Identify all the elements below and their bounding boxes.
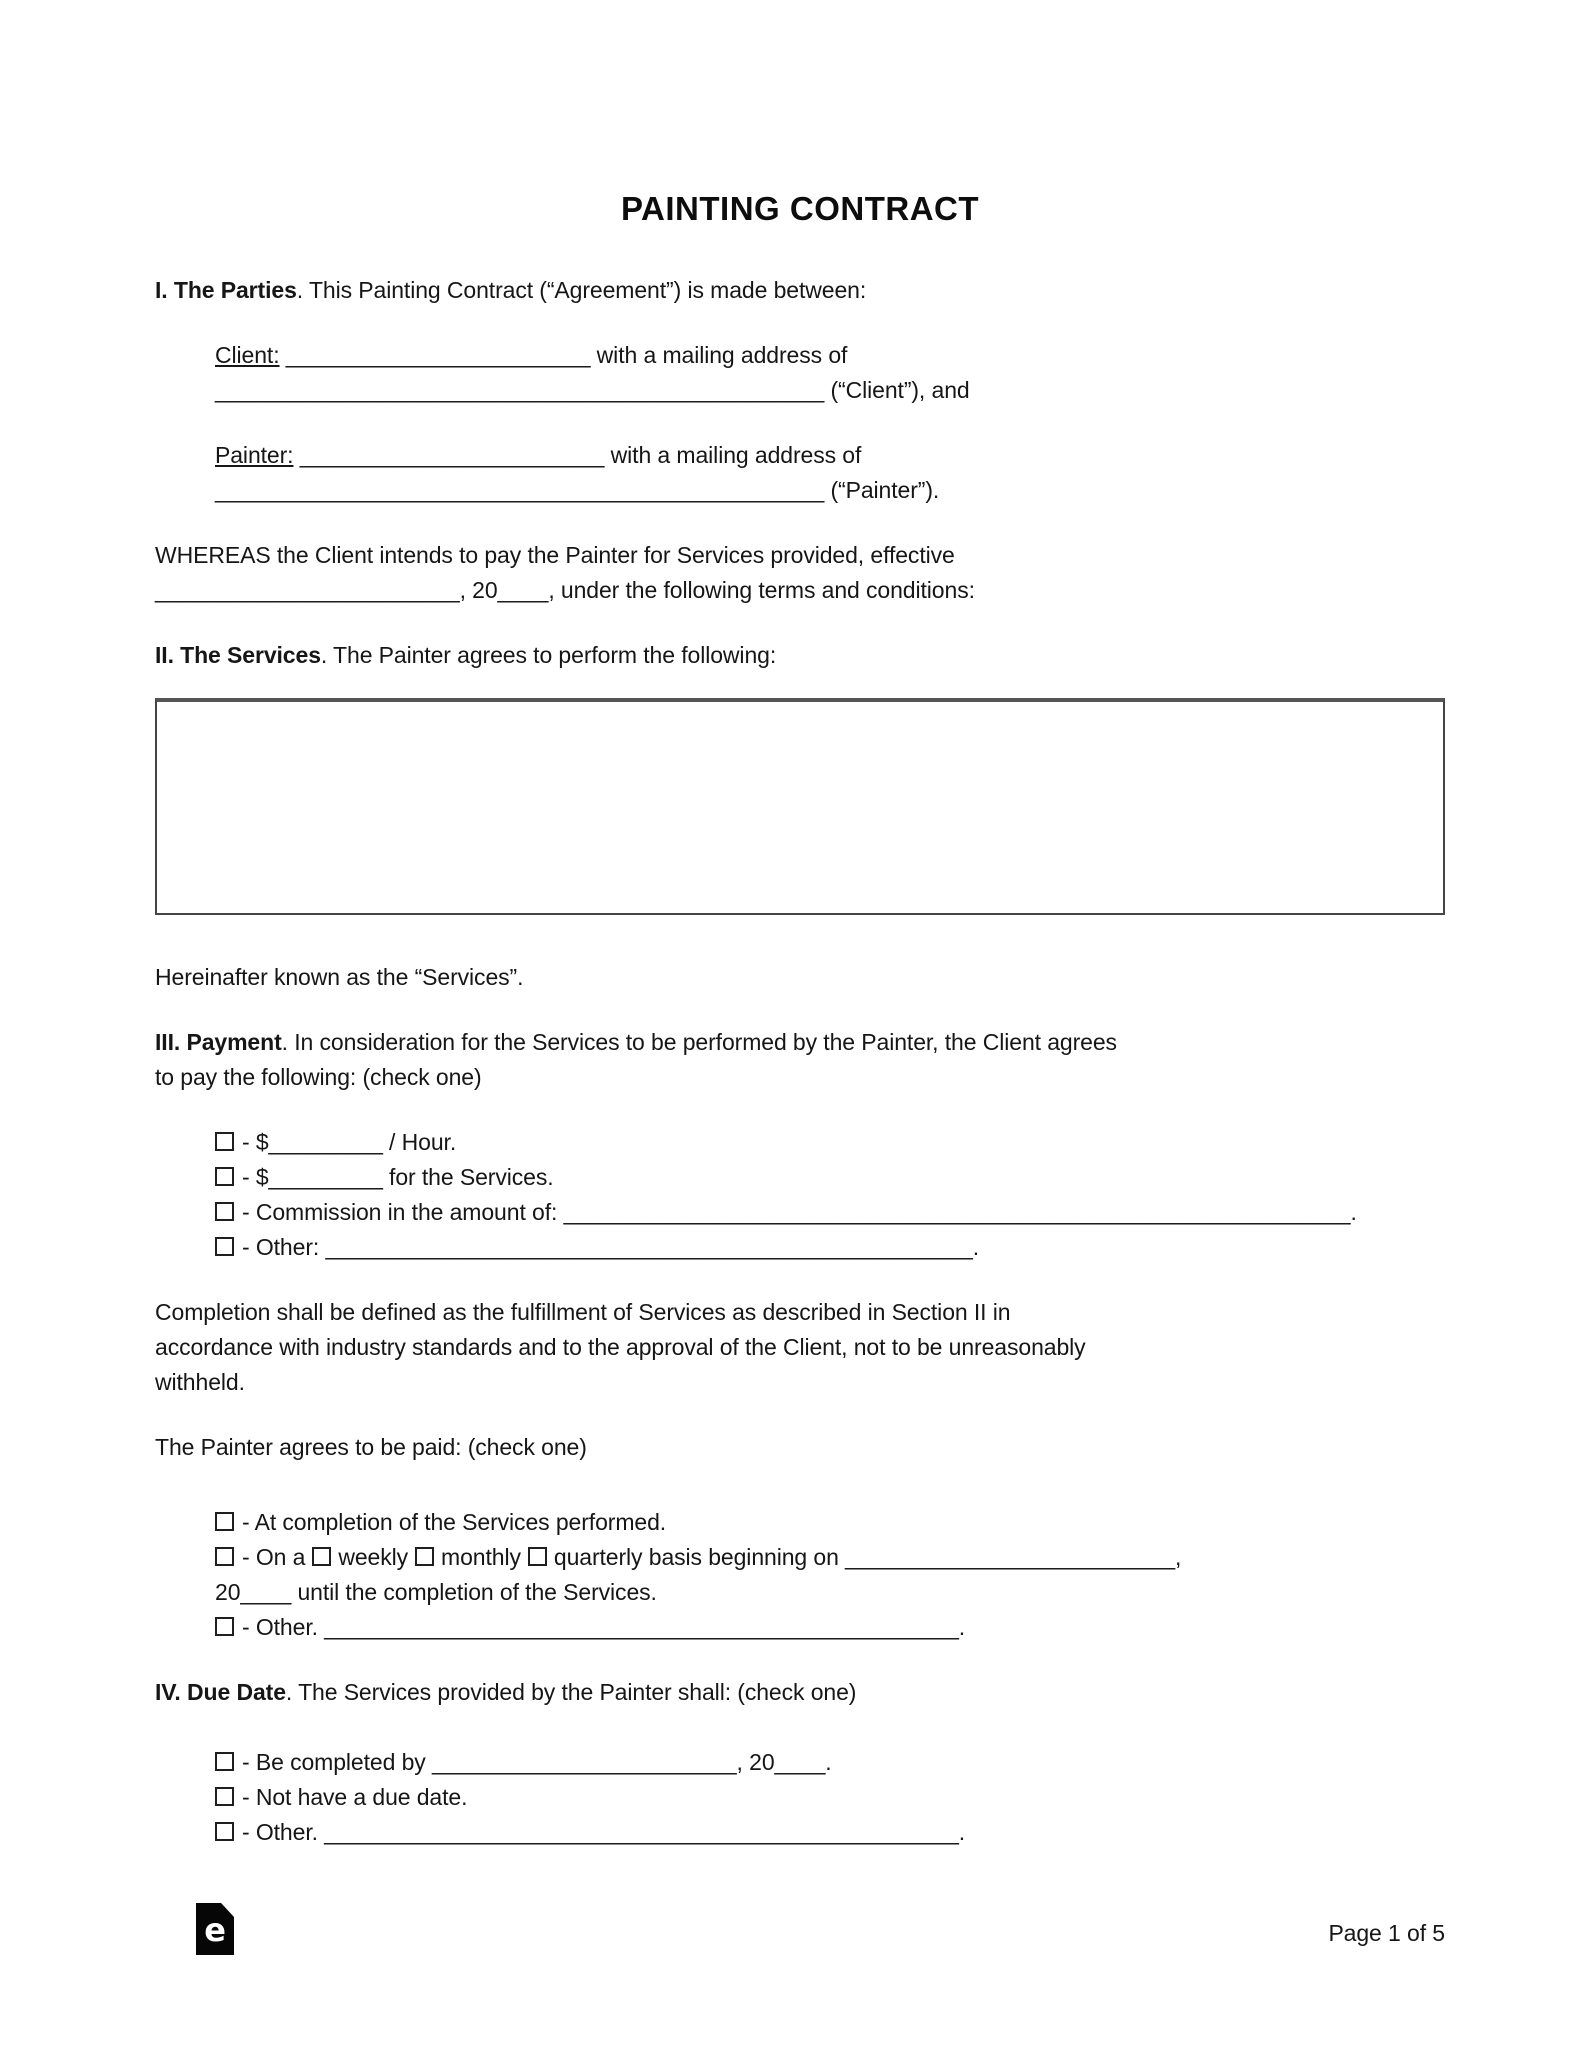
services-description-box[interactable] [155, 698, 1445, 915]
due-option-completed-by-text: - Be completed by ________________________, 20____. [242, 1749, 832, 1775]
paid-option-other-text: - Other. __________________________________________________. [242, 1614, 966, 1640]
due-option-no-due-date-text: - Not have a due date. [242, 1784, 468, 1810]
eforms-logo-letter: e [204, 1911, 226, 1949]
checkbox-weekly[interactable] [312, 1547, 331, 1566]
payment-option-commission [215, 1195, 1445, 1230]
painter-name-blank-line[interactable]: ________________________ with a mailing address of [293, 442, 862, 468]
eforms-logo[interactable] [196, 1903, 234, 1955]
due-date-section-heading: IV. Due Date [155, 1679, 286, 1705]
payment-options-list [215, 1125, 1445, 1265]
parties-section-heading: I. The Parties [155, 277, 297, 303]
whereas-text-line1: WHEREAS the Client intends to pay the Painter for Services provided, effective [155, 542, 955, 568]
checkbox-at-completion[interactable] [215, 1512, 234, 1531]
effective-date-blank-line[interactable]: ________________________, 20____, under the following terms and conditions: [155, 577, 975, 603]
payment-option-hourly [215, 1125, 1445, 1160]
checkbox-paid-other[interactable] [215, 1617, 234, 1636]
paid-quarterly-beginning-text: quarterly basis beginning on __________________________, [553, 1544, 1182, 1570]
checkbox-commission[interactable] [215, 1202, 234, 1221]
payment-option-hourly-text: - $_________ / Hour. [242, 1129, 457, 1155]
checkbox-quarterly[interactable] [528, 1547, 547, 1566]
completion-line2: accordance with industry standards and to the approval of the Client, not to be unreasonably [155, 1334, 1086, 1360]
paid-monthly-label: monthly [441, 1544, 521, 1570]
services-section-heading: II. The Services [155, 642, 321, 668]
client-label: Client: [215, 342, 280, 368]
painter-address-blank[interactable]: ________________________________________________ [215, 477, 825, 503]
paid-option-recurring [215, 1540, 1445, 1610]
checkbox-due-other[interactable] [215, 1822, 234, 1841]
checkbox-no-due-date[interactable] [215, 1787, 234, 1806]
paid-recurring-continuation-text: 20____ until the completion of the Services. [215, 1579, 657, 1605]
paid-options-list [215, 1505, 1445, 1645]
painter-label: Painter: [215, 442, 294, 468]
services-after-paragraph: Hereinafter known as the “Services”. [155, 964, 524, 990]
client-designation-text: (“Client”), and [824, 377, 970, 403]
due-option-no-due-date [215, 1780, 1445, 1815]
due-option-completed-by [215, 1745, 1445, 1780]
checkbox-payment-other[interactable] [215, 1237, 234, 1256]
payment-option-fee-text: - $_________ for the Services. [242, 1164, 554, 1190]
parties-intro-text: . This Painting Contract (“Agreement”) is made between: [296, 277, 867, 303]
payment-option-commission-text: - Commission in the amount of: ______________________________________________________________. [242, 1199, 1357, 1225]
paid-option-other [215, 1610, 1445, 1645]
painter-designation-text: (“Painter”). [824, 477, 940, 503]
due-date-intro-paragraph [155, 1675, 1445, 1710]
parties-intro-paragraph [155, 273, 1445, 308]
due-date-options-list [215, 1745, 1445, 1850]
payment-intro-paragraph [155, 1025, 1445, 1095]
checkbox-monthly[interactable] [415, 1547, 434, 1566]
payment-section-heading: III. Payment [155, 1029, 282, 1055]
due-option-other-text: - Other. __________________________________________________. [242, 1819, 966, 1845]
document-title: PAINTING CONTRACT [620, 190, 980, 227]
completion-line1: Completion shall be defined as the fulfillment of Services as described in Section II in [155, 1299, 1011, 1325]
payment-intro-line2: to pay the following: (check one) [155, 1064, 482, 1090]
completion-paragraph [155, 1295, 1445, 1400]
page-number: Page 1 of 5 [1328, 1920, 1445, 1946]
client-block [215, 338, 1445, 408]
paid-option-at-completion [215, 1505, 1445, 1540]
paid-recurring-prefix-text: - On a [242, 1544, 306, 1570]
checkbox-fixed-fee[interactable] [215, 1167, 234, 1186]
checkbox-completed-by[interactable] [215, 1752, 234, 1771]
client-name-blank-line[interactable]: ________________________ with a mailing address of [279, 342, 848, 368]
client-address-blank[interactable]: ________________________________________________ [215, 377, 825, 403]
checkbox-recurring[interactable] [215, 1547, 234, 1566]
due-option-other [215, 1815, 1445, 1850]
checkbox-hourly[interactable] [215, 1132, 234, 1151]
payment-option-fixed-fee [215, 1160, 1445, 1195]
payment-option-other-text: - Other: ___________________________________________________. [242, 1234, 980, 1260]
painter-block [215, 438, 1445, 508]
services-intro-paragraph [155, 638, 1445, 673]
payment-option-other [215, 1230, 1445, 1265]
services-intro-text: . The Painter agrees to perform the following: [320, 642, 777, 668]
paid-option-at-completion-text: - At completion of the Services performed. [242, 1509, 667, 1535]
paid-weekly-label: weekly [338, 1544, 409, 1570]
completion-line3: withheld. [155, 1369, 245, 1395]
whereas-paragraph [155, 538, 1445, 608]
due-date-intro-text: . The Services provided by the Painter shall: (check one) [285, 1679, 857, 1705]
payment-intro-line1: . In consideration for the Services to be performed by the Painter, the Client agrees [281, 1029, 1117, 1055]
paid-intro-paragraph: The Painter agrees to be paid: (check one) [155, 1434, 587, 1460]
